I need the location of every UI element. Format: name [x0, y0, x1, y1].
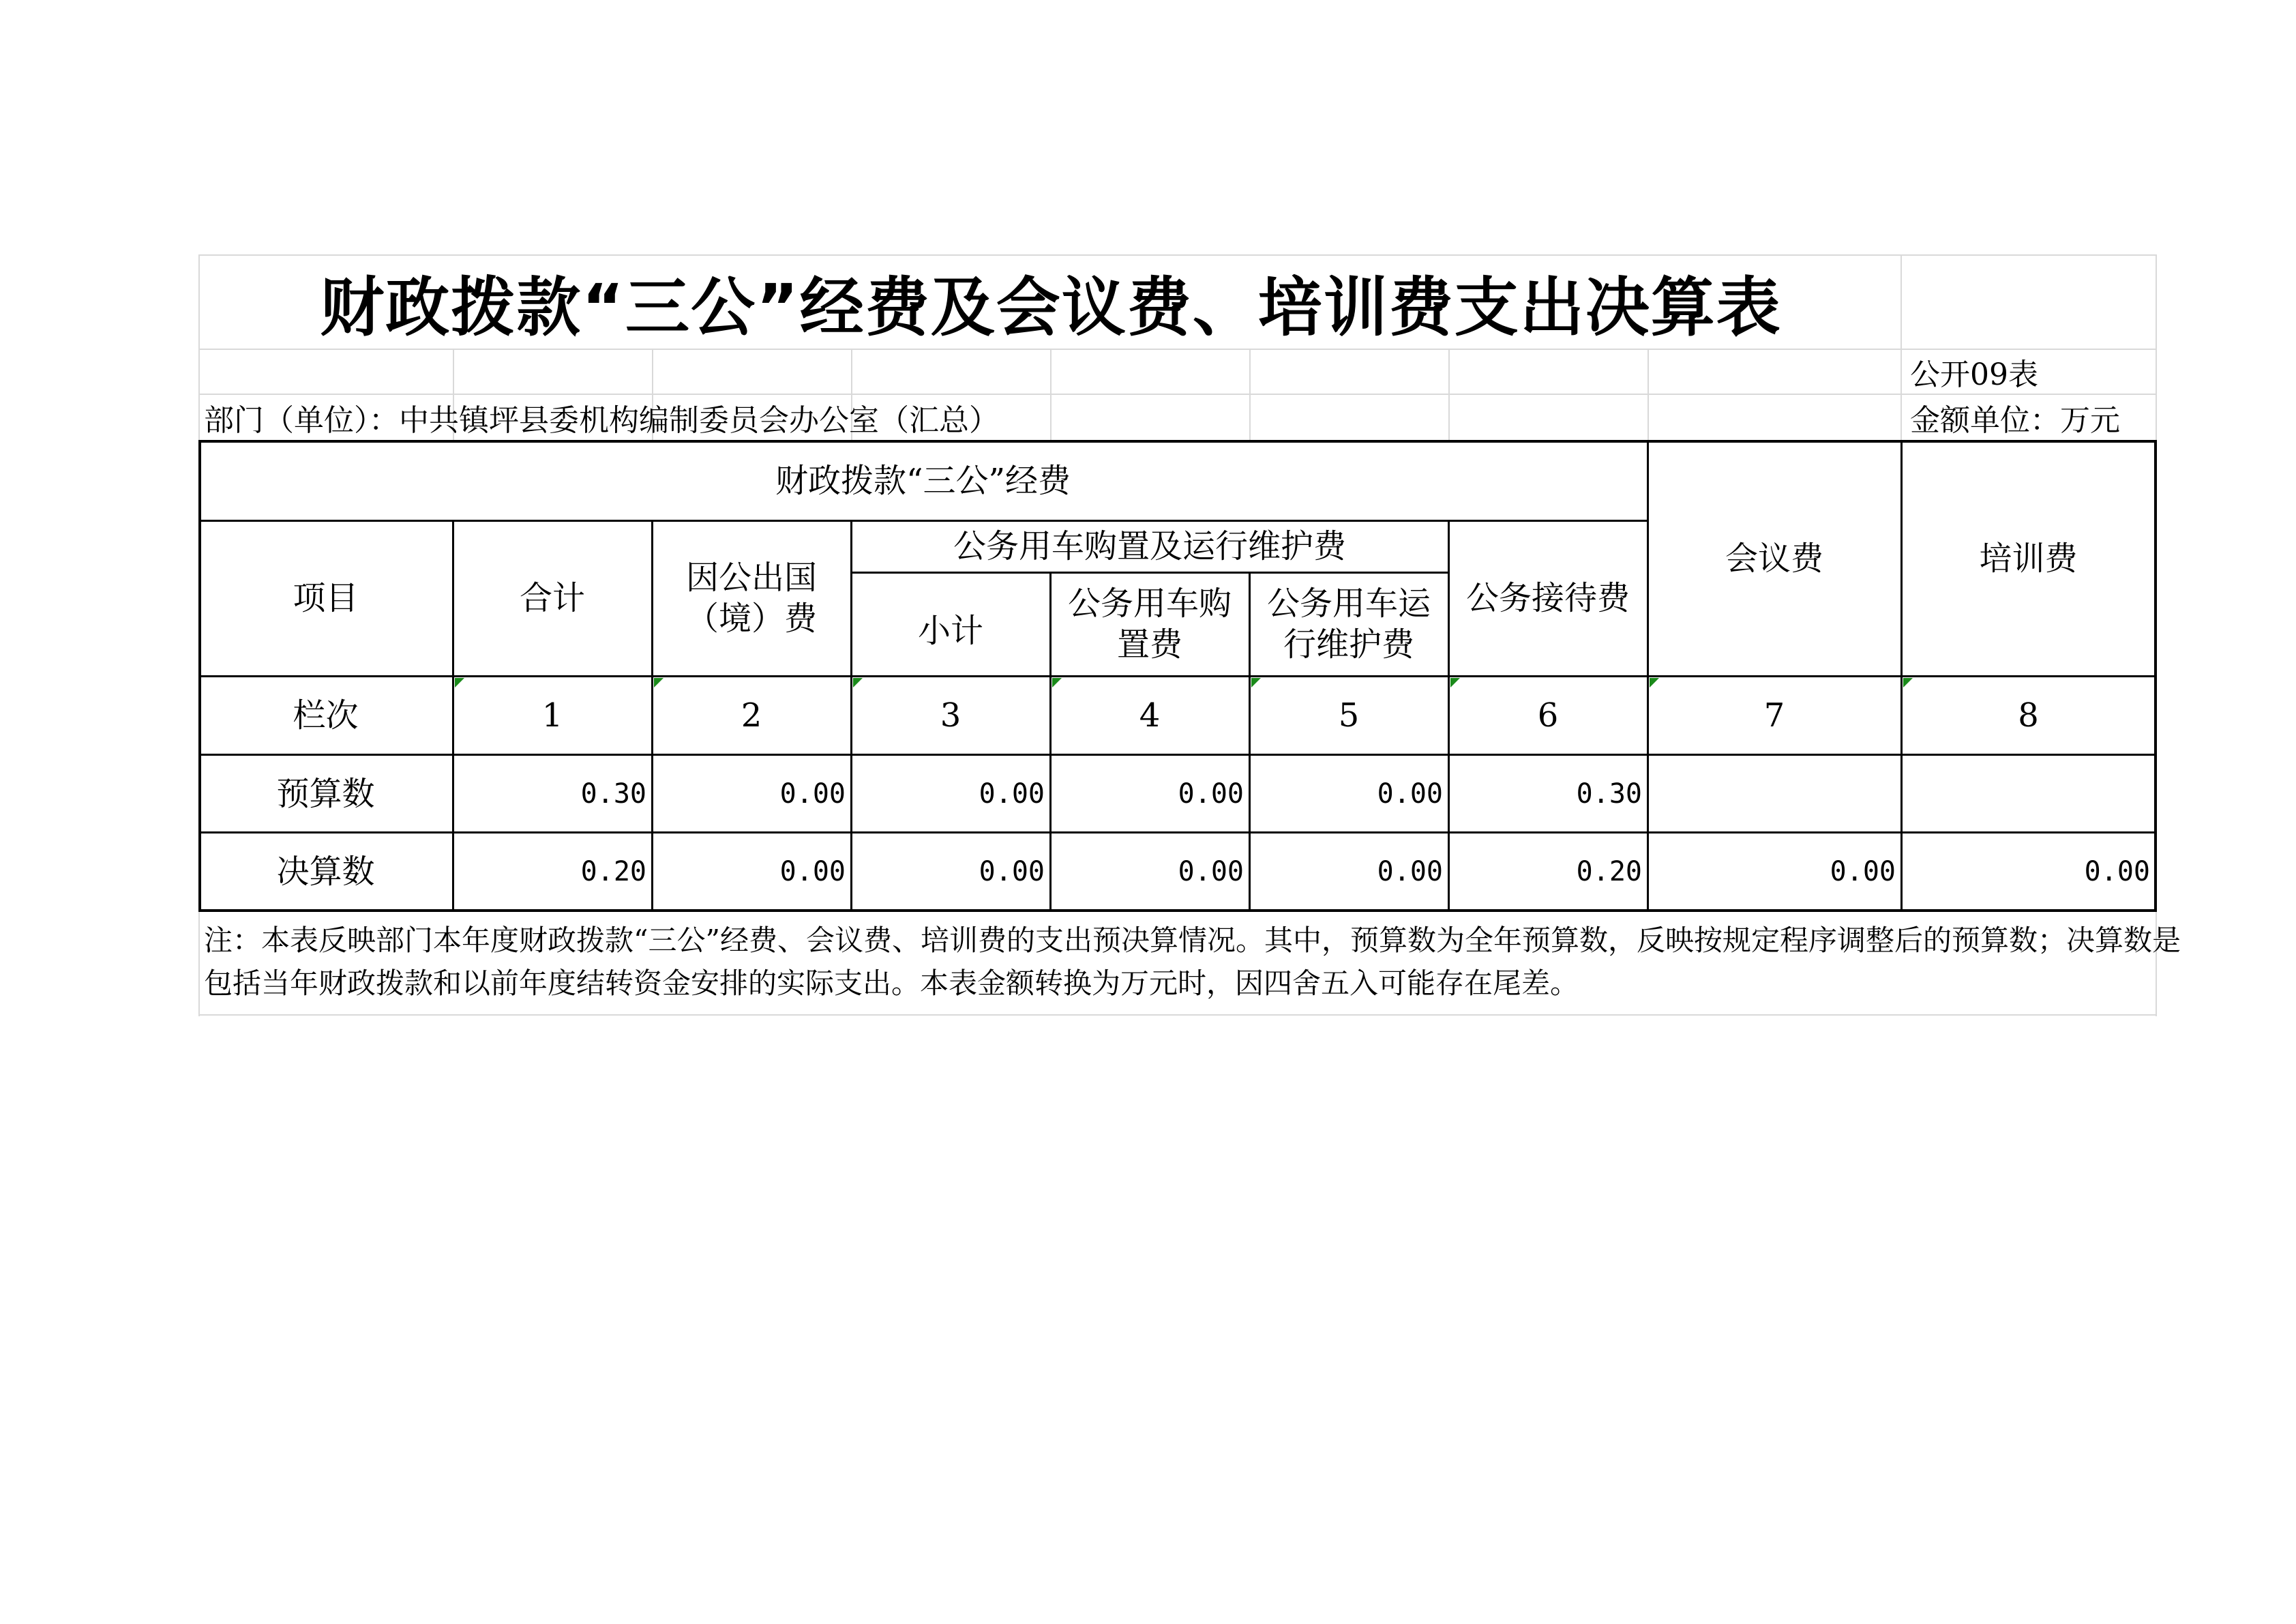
- budget-reception: 0.30: [1576, 778, 1642, 810]
- grid-line: [1448, 349, 1450, 441]
- cell-marker-icon: [1450, 678, 1460, 688]
- header-total: 合计: [519, 579, 585, 617]
- row-label-budget: 预算数: [276, 774, 375, 813]
- column-number: 1: [541, 696, 563, 735]
- budget-training: [1901, 755, 2156, 832]
- unit-label: 金额单位：万元: [1910, 403, 2120, 438]
- final-reception: 0.20: [1576, 855, 1642, 887]
- header-training: 培训费: [1979, 540, 2078, 578]
- column-number: 3: [940, 696, 961, 735]
- budget-total: 0.30: [580, 778, 646, 810]
- cell-marker-icon: [1903, 678, 1913, 688]
- header-abroad: [652, 520, 851, 676]
- final-vehicle-purchase: 0.00: [1178, 855, 1244, 887]
- budget-vehicle-purchase: 0.00: [1178, 778, 1244, 810]
- cell-marker-icon: [455, 678, 464, 688]
- cell-marker-icon: [1052, 678, 1062, 688]
- page-title: 财政拨款“三公”经费及会议费、培训费支出决算表: [320, 270, 1782, 345]
- grid-line: [198, 1014, 2157, 1016]
- note-line-1: 注：本表反映部门本年度财政拨款“三公”经费、会议费、培训费的支出预决算情况。其中，预算数为全年预算数，反映按规定程序调整后的预算数；决算数是: [204, 924, 2181, 957]
- header-subtotal: 小计: [917, 612, 983, 650]
- header-item: 项目: [293, 579, 359, 617]
- final-abroad: 0.00: [779, 855, 846, 887]
- header-vehicle-group: 公务用车购置及运行维护费: [953, 527, 1346, 565]
- final-total: 0.20: [580, 855, 646, 887]
- cell-marker-icon: [654, 678, 664, 688]
- budget-subtotal: 0.00: [979, 778, 1045, 810]
- cell-marker-icon: [853, 678, 863, 688]
- grid-line: [1249, 349, 1251, 441]
- budget-vehicle-operation: 0.00: [1377, 778, 1443, 810]
- header-reception: 公务接待费: [1465, 579, 1630, 617]
- column-number: 6: [1537, 696, 1559, 735]
- header-vehicle-operation: [1249, 572, 1448, 676]
- budget-meeting: [1648, 755, 1901, 832]
- column-number: 7: [1763, 696, 1785, 735]
- header-vehicle-operation-line1: 公务用车运: [1266, 585, 1431, 623]
- grid-line: [1648, 349, 1649, 441]
- header-abroad-line2: （境）费: [685, 600, 817, 638]
- header-abroad-line1: 因公出国: [685, 559, 817, 597]
- department-label: 部门（单位）：中共镇坪县委机构编制委员会办公室（汇总）: [204, 403, 999, 438]
- note-line-2: 包括当年财政拨款和以前年度结转资金安排的实际支出。本表金额转换为万元时，因四舍五入可能存在尾差。: [204, 966, 1579, 1000]
- final-meeting: 0.00: [1830, 855, 1896, 887]
- column-number: 2: [741, 696, 762, 735]
- column-number: 8: [2018, 696, 2039, 735]
- header-vehicle-operation-line2: 行维护费: [1283, 625, 1414, 664]
- header-meeting: 会议费: [1725, 540, 1823, 578]
- column-number: 5: [1338, 696, 1360, 735]
- header-vehicle-purchase-line2: 置费: [1116, 625, 1182, 664]
- final-subtotal: 0.00: [979, 855, 1045, 887]
- grid-line: [198, 349, 2157, 350]
- column-numbers-label: 栏次: [293, 696, 359, 735]
- header-sangong-group: 财政拨款“三公”经费: [775, 462, 1071, 500]
- grid-line: [1050, 349, 1052, 441]
- final-training: 0.00: [2084, 855, 2150, 887]
- cell-marker-icon: [1251, 678, 1261, 688]
- budget-sheet: [198, 254, 2181, 1016]
- form-code: 公开09表: [1910, 357, 2038, 392]
- cell-marker-icon: [1650, 678, 1659, 688]
- final-vehicle-operation: 0.00: [1377, 855, 1443, 887]
- row-label-final: 决算数: [276, 852, 375, 891]
- grid-line: [198, 394, 2157, 395]
- header-vehicle-purchase: [1050, 572, 1249, 676]
- column-number: 4: [1139, 696, 1161, 735]
- header-vehicle-purchase-line1: 公务用车购: [1067, 585, 1232, 623]
- budget-abroad: 0.00: [779, 778, 846, 810]
